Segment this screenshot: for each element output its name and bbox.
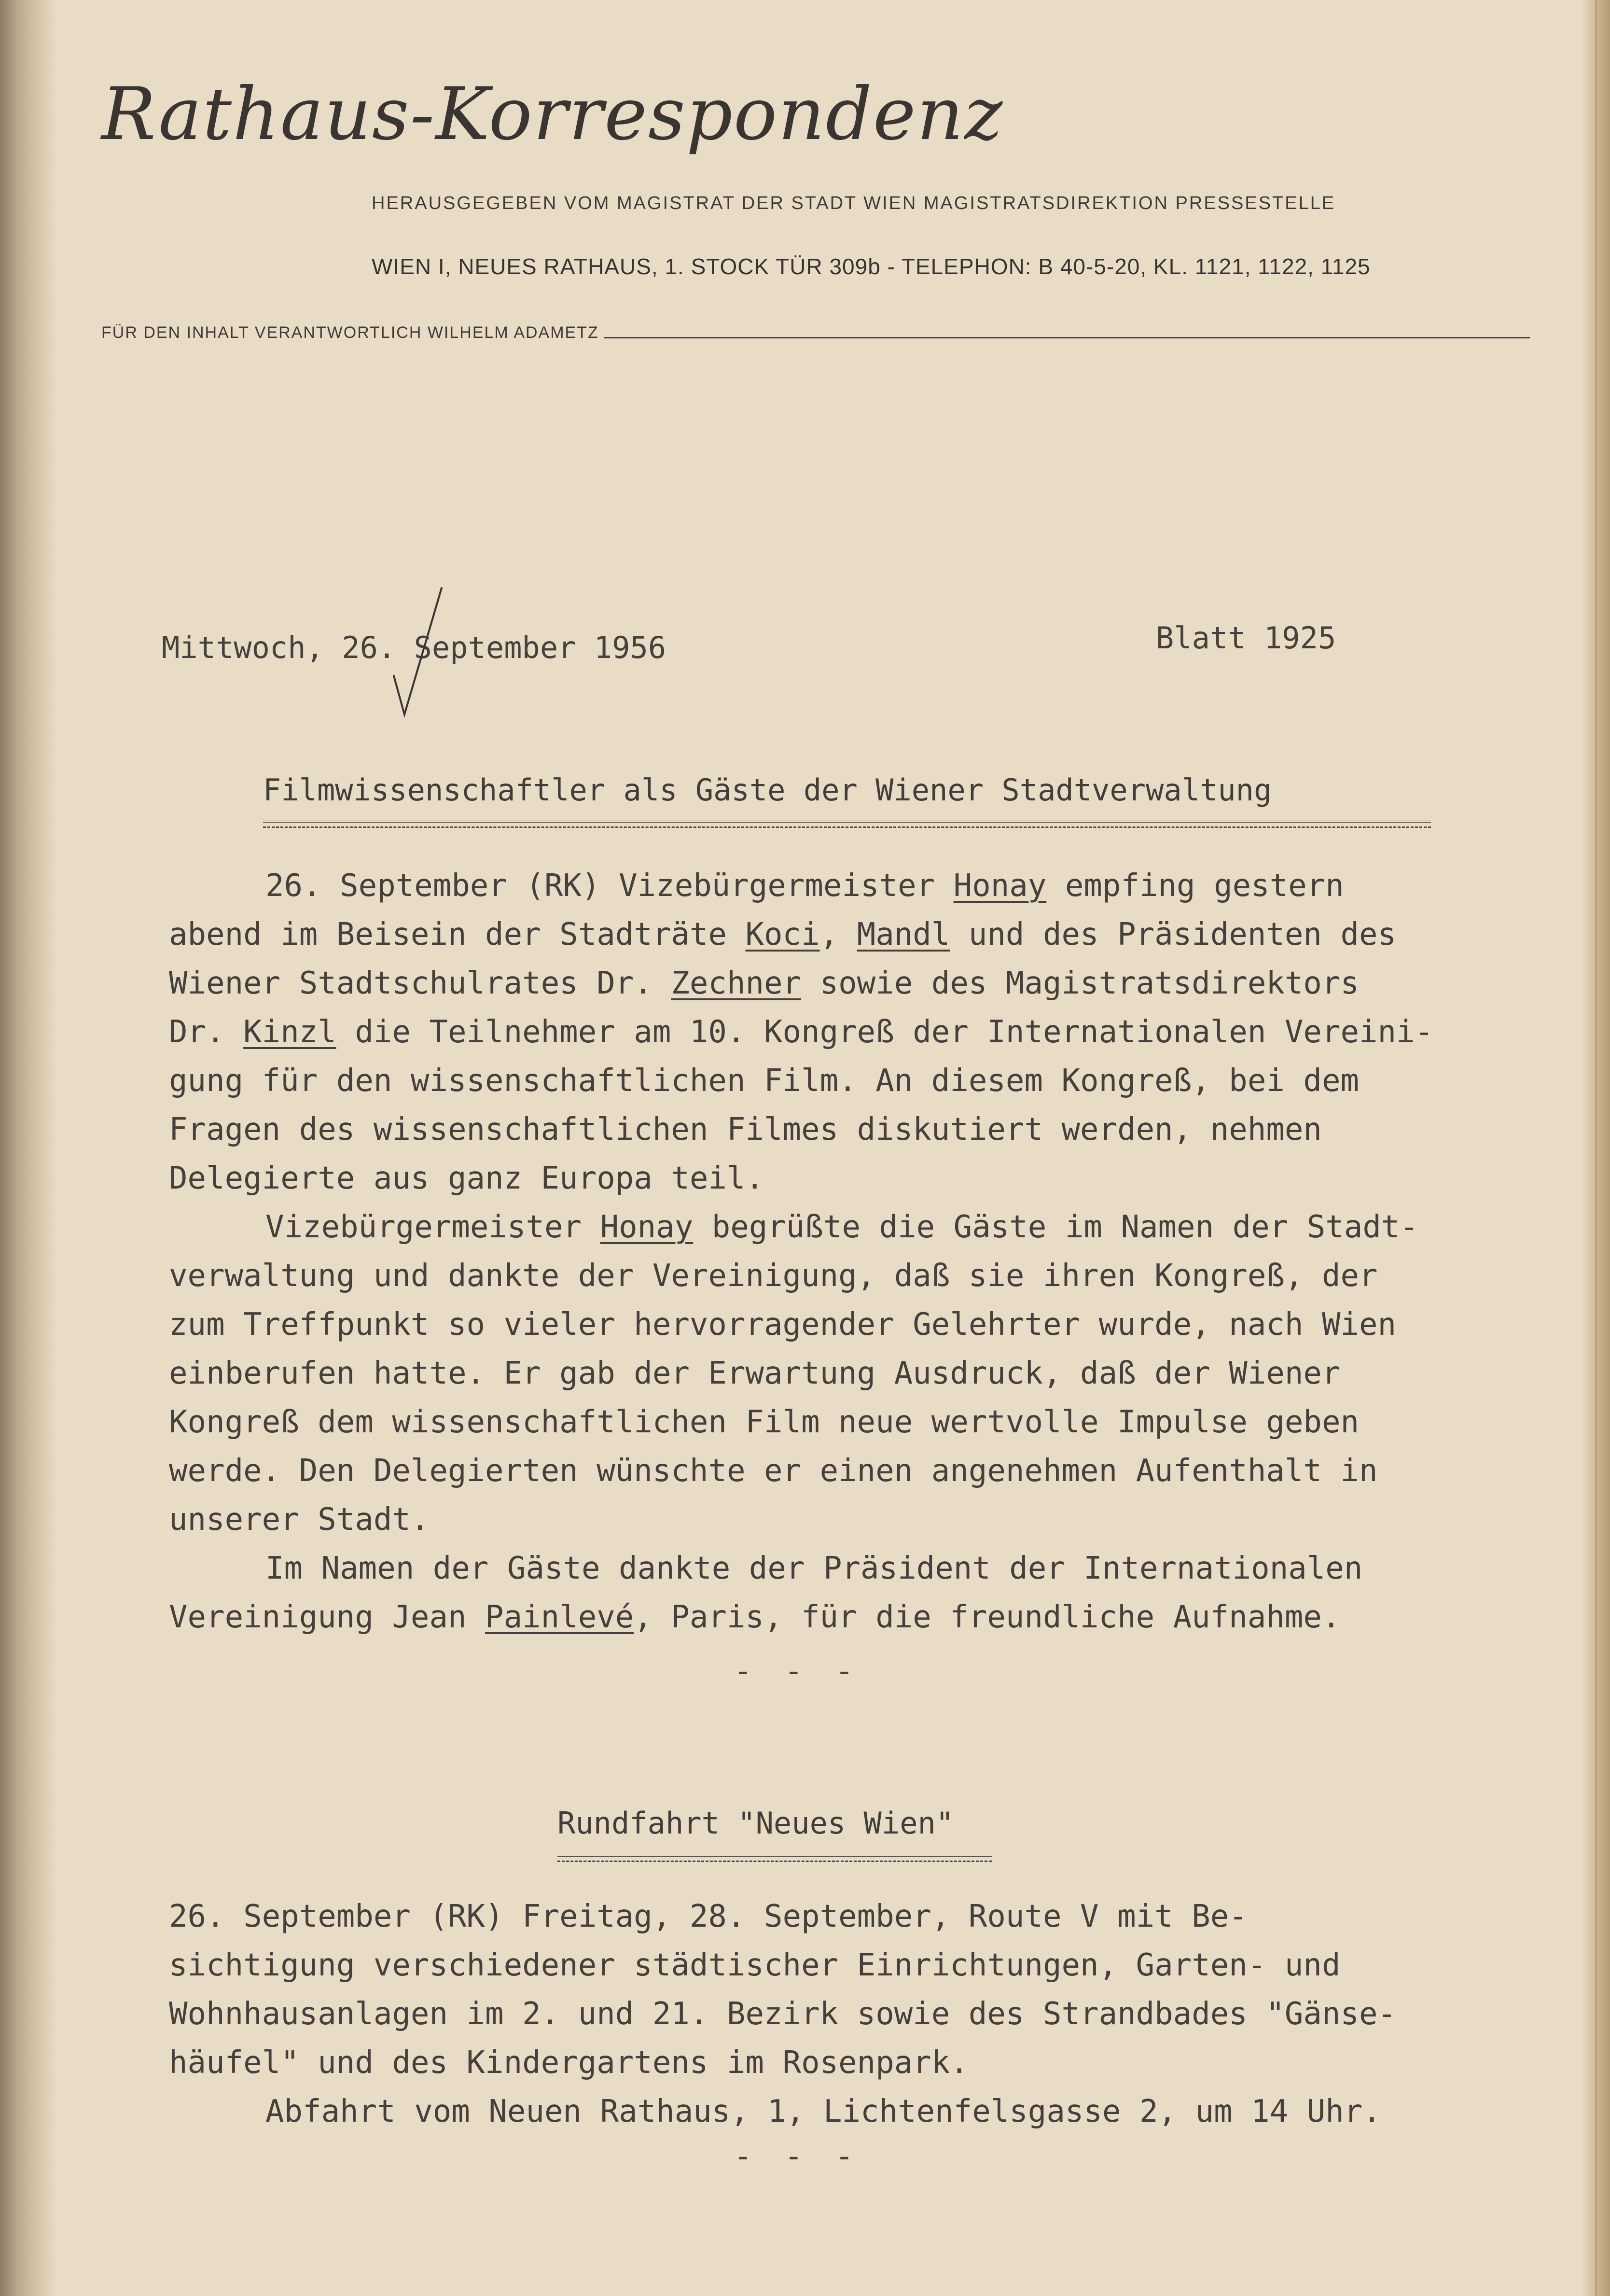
- article-1-line: einberufen hatte. Er gab der Erwartung Ausdruck, daß der Wiener: [169, 1356, 1341, 1391]
- publisher-line: HERAUSGEGEBEN VOM MAGISTRAT DER STADT WIEN MAGISTRATSDIREKTION PRESSESTELLE: [372, 193, 1336, 213]
- text-segment: Dr.: [169, 1014, 244, 1050]
- article-2-separator: - - -: [734, 2139, 861, 2174]
- text-segment: empfing gestern: [1046, 868, 1344, 904]
- article-2-line: 26. September (RK) Freitag, 28. September, Route V mit Be-: [169, 1899, 1248, 1934]
- text-segment: 26. September (RK) Vizebürgermeister: [265, 868, 954, 904]
- article-1-line: gung für den wissenschaftlichen Film. An diesem Kongreß, bei dem: [169, 1063, 1359, 1099]
- text-segment: ,: [819, 917, 857, 952]
- masthead-title: Rathaus-Korrespondenz: [101, 72, 1004, 156]
- article-1-title: Filmwissenschaftler als Gäste der Wiener Stadtverwaltung: [263, 772, 1272, 808]
- text-segment: Vereinigung Jean: [169, 1599, 486, 1635]
- article-1-title-underline: [263, 821, 1431, 823]
- article-2-line: sichtigung verschiedener städtischer Einrichtungen, Garten- und: [169, 1947, 1341, 1983]
- article-2-title-underline-2: [557, 1861, 992, 1862]
- underlined-name: Zechner: [671, 966, 802, 1001]
- article-1-line: [169, 1593, 1578, 1642]
- article-1-line: [169, 959, 1578, 1008]
- article-2-line: Wohnhausanlagen im 2. und 21. Bezirk sowie des Strandbades "Gänse-: [169, 1996, 1397, 2032]
- text-segment: Vizebürgermeister: [265, 1209, 600, 1245]
- check-mark-icon: [391, 584, 449, 719]
- address-line: WIEN I, NEUES RATHAUS, 1. STOCK TÜR 309b - TELEPHON: B 40-5-20, KL. 1121, 1122, 1125: [372, 254, 1371, 279]
- article-1-line: [169, 1008, 1578, 1057]
- article-1-line: Delegierte aus ganz Europa teil.: [169, 1161, 764, 1196]
- article-2-title: Rundfahrt "Neues Wien": [557, 1806, 954, 1841]
- page-edge: [1581, 0, 1610, 2296]
- responsible-line: [101, 323, 1530, 342]
- article-1-title-underline-2: [263, 826, 1431, 828]
- text-segment: abend im Beisein der Stadträte: [169, 917, 746, 952]
- document-page: [58, 0, 1581, 2296]
- article-1-line: verwaltung und dankte der Vereinigung, daß sie ihren Kongreß, der: [169, 1258, 1378, 1294]
- article-1-line: zum Treffpunkt so vieler hervorragender Gelehrter wurde, nach Wien: [169, 1307, 1397, 1343]
- underlined-name: Kinzl: [243, 1014, 336, 1050]
- article-1-line: unserer Stadt.: [169, 1502, 430, 1538]
- article-1-line: [169, 910, 1578, 959]
- article-1-line: Fragen des wissenschaftlichen Filmes diskutiert werden, nehmen: [169, 1112, 1322, 1148]
- underlined-name: Painlevé: [485, 1599, 634, 1635]
- responsible-text: FÜR DEN INHALT VERANTWORTLICH WILHELM ADAMETZ: [101, 323, 599, 342]
- article-1-line: Kongreß dem wissenschaftlichen Film neue wertvolle Impulse geben: [169, 1404, 1359, 1440]
- text-segment: , Paris, für die freundliche Aufnahme.: [634, 1599, 1341, 1635]
- sheet-number: Blatt 1925: [1156, 620, 1336, 656]
- article-1-line: werde. Den Delegierten wünschte er einen angenehmen Aufenthalt in: [169, 1453, 1378, 1489]
- article-2-line: häufel" und des Kindergartens im Rosenpark.: [169, 2045, 969, 2081]
- article-1-line: Im Namen der Gäste dankte der Präsident der Internationalen: [265, 1551, 1363, 1586]
- text-segment: begrüßte die Gäste im Namen der Stadt-: [693, 1209, 1418, 1245]
- text-segment: sowie des Magistratsdirektors: [801, 966, 1359, 1001]
- date-line: Mittwoch, 26. September 1956: [162, 630, 666, 665]
- responsible-rule: [604, 337, 1530, 338]
- article-1-line: [169, 1203, 1578, 1252]
- underlined-name: Koci: [745, 917, 820, 952]
- underlined-name: Mandl: [857, 917, 950, 952]
- article-1-separator: - - -: [734, 1653, 861, 1689]
- article-2-body: [169, 1892, 1578, 2136]
- text-segment: und des Präsidenten des: [950, 917, 1397, 952]
- text-segment: die Teilnehmer am 10. Kongreß der Internationalen Vereini-: [336, 1014, 1434, 1050]
- text-segment: Wiener Stadtschulrates Dr.: [169, 966, 671, 1001]
- article-1-body: [169, 862, 1578, 1642]
- book-binding: [0, 0, 58, 2296]
- article-2-line: Abfahrt vom Neuen Rathaus, 1, Lichtenfelsgasse 2, um 14 Uhr.: [265, 2094, 1381, 2129]
- underlined-name: Honay: [953, 868, 1047, 904]
- underlined-name: Honay: [600, 1209, 694, 1245]
- article-1-line: [169, 862, 1578, 910]
- article-2-title-underline: [557, 1855, 992, 1857]
